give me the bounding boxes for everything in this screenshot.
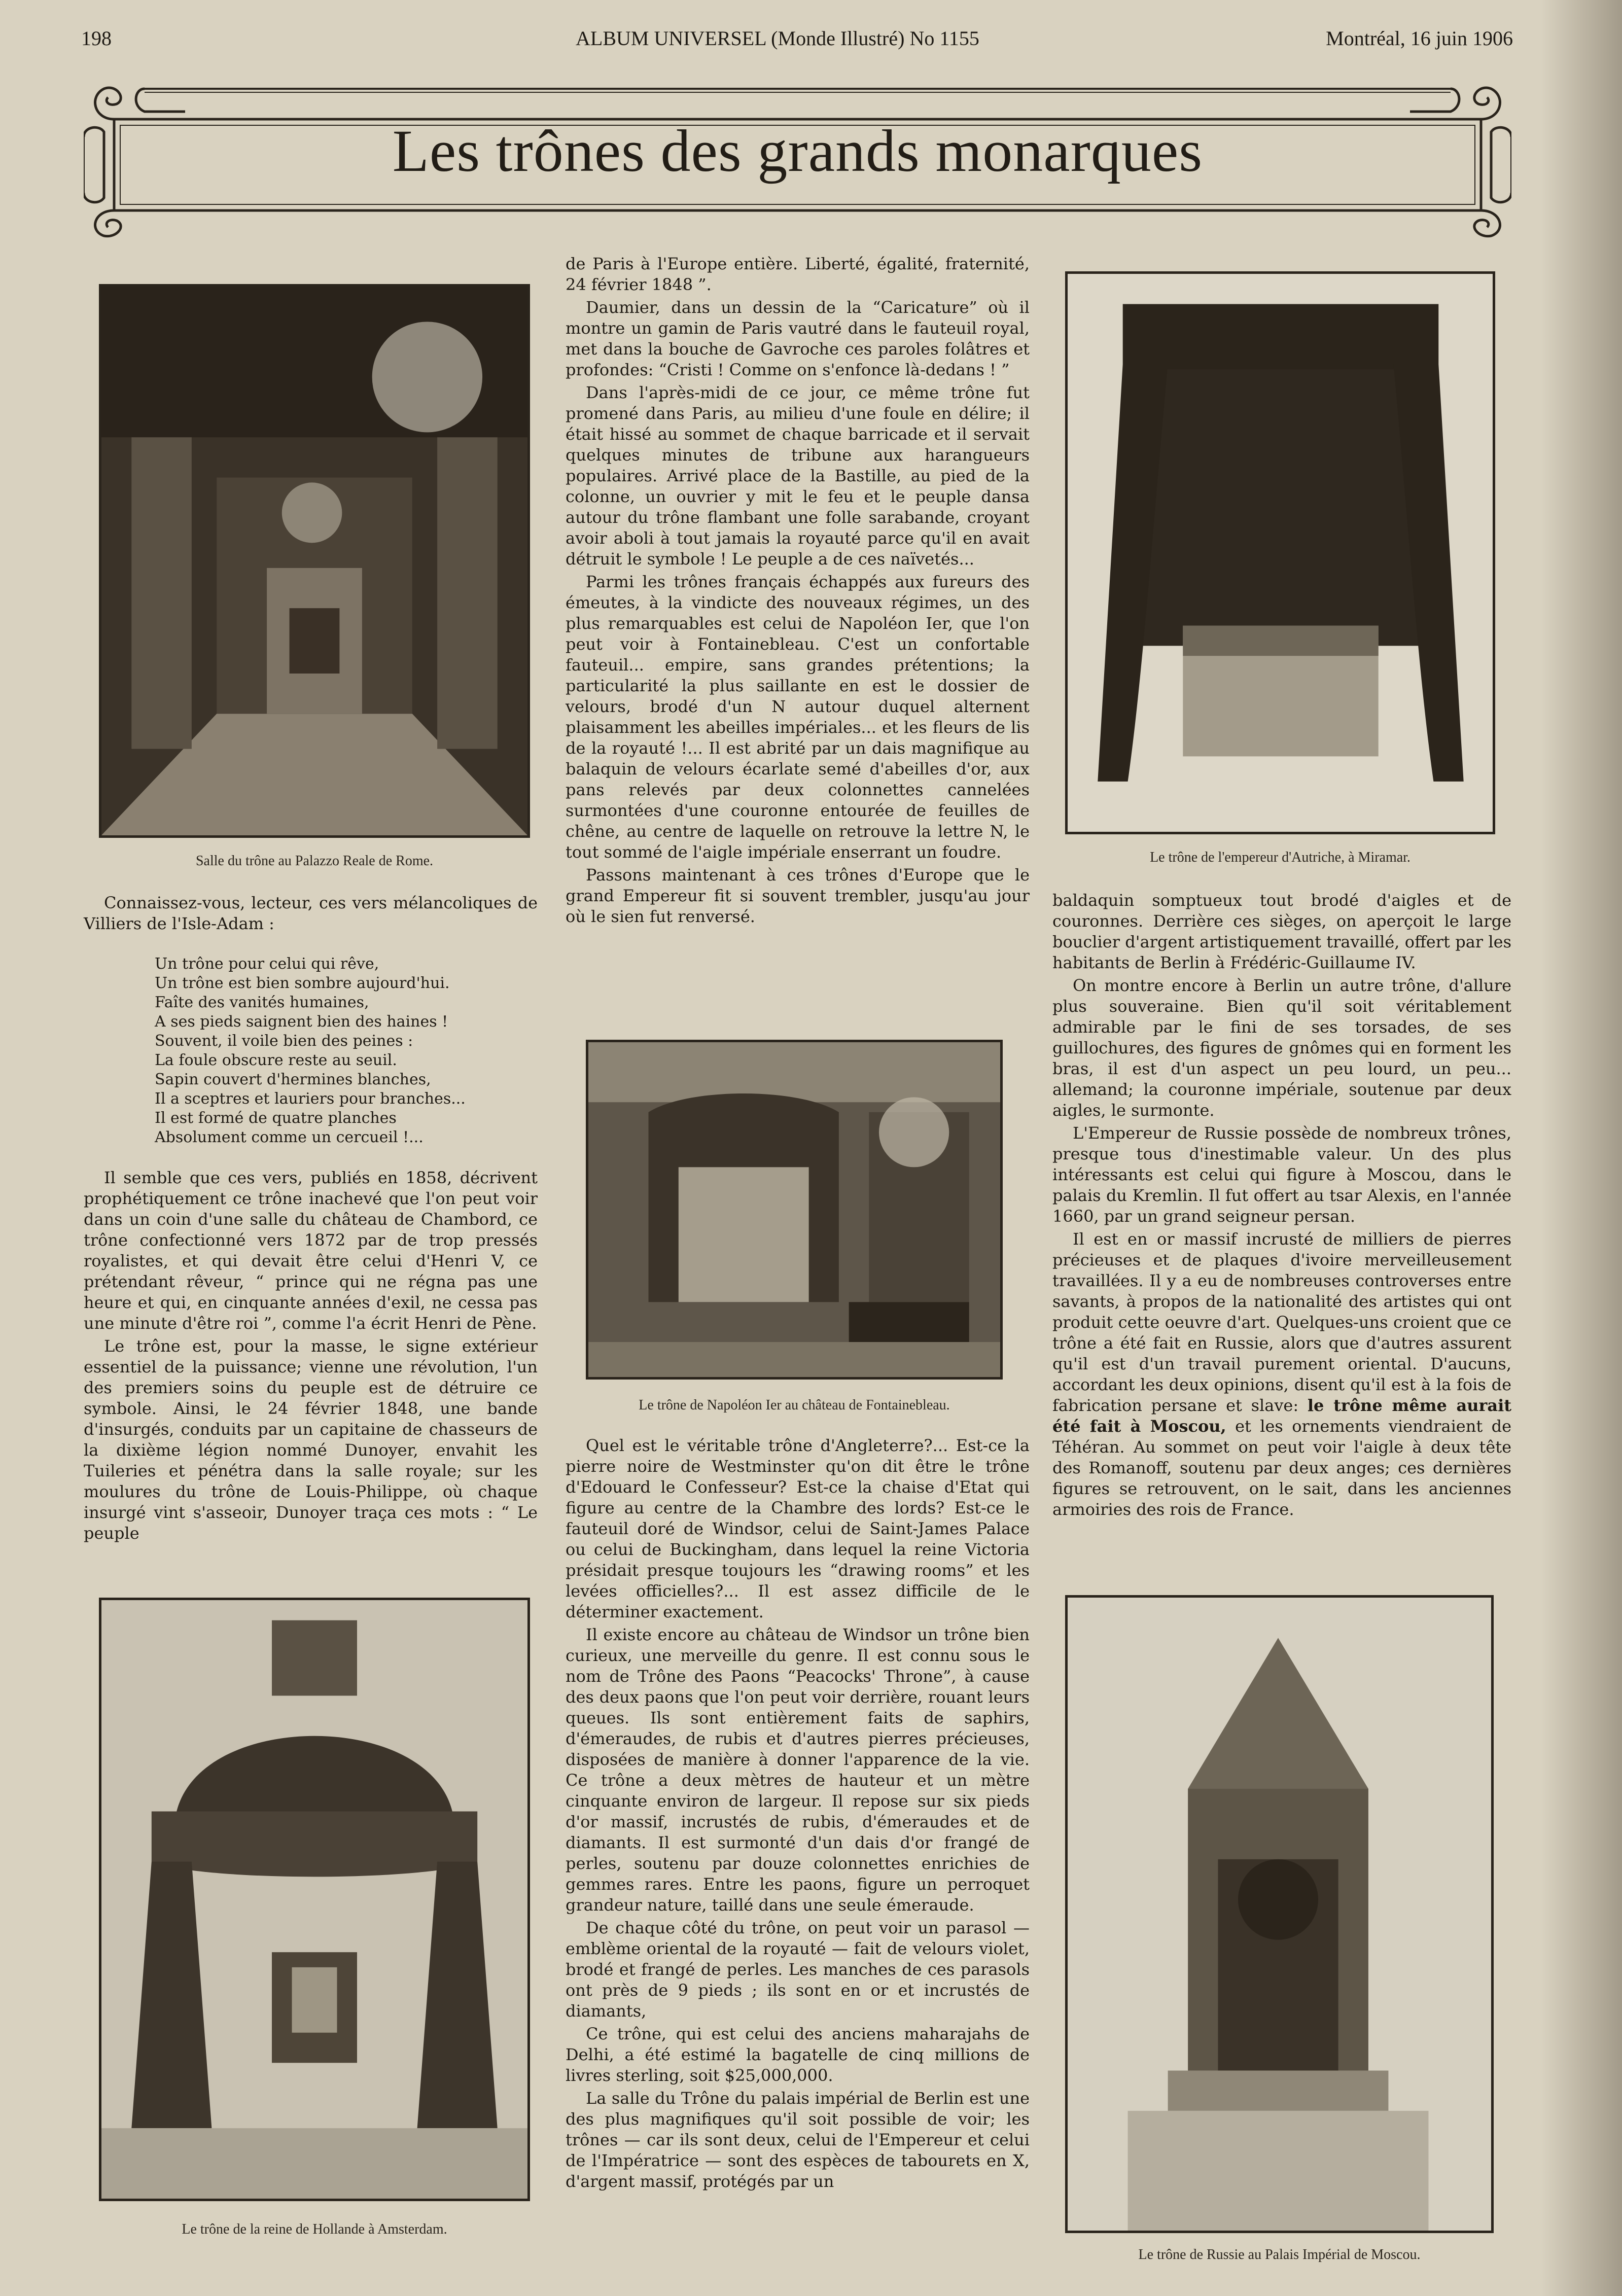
caption-fontainebleau: Le trône de Napoléon Ier au château de Fontainebleau.: [639, 1397, 950, 1413]
poem: [155, 955, 538, 1147]
text-segment: Il est en or massif incrusté de milliers de pierres précieuses et de plaques d'ivoire merveilleusement travaillées. Il y a eu de nombreuses controverses entre savants, à propos de la nationalité des artistes qui ont produit cette oeuvre d'art. Quelques-uns croient que ce trône a été fait en Russie, alors que d'autres assurent qu'il est d'un travail purement oriental. D'aucuns, accordant les deux opinions, disent qu'il est à la fois de fabrication persane et slave:: [1052, 1229, 1511, 1415]
paragraph: Quel est le véritable trône d'Angleterre?... Est-ce la pierre noire de Westminster qu'on dit être le trône d'Edouard le Confesseur? Est-ce la chaise d'Etat qui figure au centre de la Chambre des lords? Est-ce le fauteuil doré de Windsor, celui de Saint-James Palace ou celui de Buckingham, dans lequel la reine Victoria présidait presque toujours les “drawing rooms” et les levées officielles?... Il est assez difficile de le déterminer exactement.: [566, 1436, 1030, 1621]
paragraph: De chaque côté du trône, on peut voir un parasol — emblème oriental de la royauté — fait de velours violet, brodé et frangé de perles. Les manches de ces parasols ont près de 9 pieds ; ils sont en or et incrustés de diamants,: [566, 1918, 1030, 2021]
column-3: [1052, 890, 1511, 1522]
poem-line: Un trône pour celui qui rêve,: [155, 955, 379, 973]
article-title: Les trônes des grands monarques: [392, 118, 1203, 184]
caption-moscou: Le trône de Russie au Palais Impérial de Moscou.: [1138, 2247, 1421, 2263]
poem-line: Il a sceptres et lauriers pour branches...: [155, 1090, 466, 1108]
paragraph: L'Empereur de Russie possède de nombreux trônes, presque tous d'inestimable valeur. Un des plus intéressants est celui qui figure à Moscou, dans le palais du Kremlin. Il fut offert au tsar Alexis, en l'année 1660, par un grand seigneur persan.: [1052, 1123, 1511, 1226]
paragraph: Le trône est, pour la masse, le signe extérieur essentiel de la puissance; vienne une révolution, l'un des premiers soins du peuple est de détruire ce symbole. Ainsi, le 24 février 1848, une bande d'insurgés, conduits par un capitaine de chasseurs de la dixième légion nommé Dunoyer, envahit les Tuileries et pénétra dans la salle royale; sur les moulures du trône de Louis-Philippe, où chaque insurgé vint s'asseoir, Dunoyer traça ces mots : “ Le peuple: [84, 1336, 538, 1543]
title-banner: [84, 76, 1511, 238]
paragraph: Connaissez-vous, lecteur, ces vers mélancoliques de Villiers de l'Isle-Adam :: [84, 893, 538, 933]
caption-rome: Salle du trône au Palazzo Reale de Rome.: [195, 853, 434, 869]
column-2-upper: [566, 254, 1030, 929]
paragraph: Ce trône, qui est celui des anciens maharajahs de Delhi, a été estimé la bagatelle de cinq millions de livres sterling, soit $25,000,000.: [566, 2024, 1030, 2085]
poem-line: Faîte des vanités humaines,: [155, 994, 369, 1011]
photo-amsterdam-throne: [99, 1598, 530, 2201]
canopy-throne-illustration: [101, 1600, 527, 2199]
napoleon-throne-illustration: [588, 1042, 1000, 1377]
photo-fontainebleau-throne: [586, 1040, 1003, 1380]
poem-line: Un trône est bien sombre aujourd'hui.: [155, 974, 450, 992]
publication-title: ALBUM UNIVERSEL (Monde Illustré) No 1155: [576, 27, 979, 50]
paragraph: Dans l'après-midi de ce jour, ce même trône fut promené dans Paris, au milieu d'une foule en délire; il était hissé au sommet de chaque barricade et il servait quelques minutes de tribune aux harangueurs populaires. Arrivé place de la Bastille, au pied de la colonne, un ouvrier y mit le feu et le peuple dansa autour du trône flambant une folle sarabande, croyant avoir aboli à tout jamais la royauté parce qu'il en avait détruit le symbole ! Le peuple a de ces naïvetés...: [566, 383, 1030, 569]
paragraph: [1052, 1229, 1511, 1520]
paragraph: de Paris à l'Europe entière. Liberté, égalité, fraternité, 24 février 1848 ”.: [566, 254, 1030, 294]
paragraph: Il semble que ces vers, publiés en 1858, décrivent prophétiquement ce trône inachevé que l'on peut voir dans un coin d'une salle du château de Chambord, ce trône confectionné vers 1872 par de trop pressés royalistes, et qui devait être celui d'Henri V, ce prétendant rêveur, “ prince qui ne régna pas une heure et qui, en cinquante années d'exil, ne cessa pas une minute d'être roi ”, comme l'a écrit Henri de Pène.: [84, 1168, 538, 1333]
throne-room-illustration: [101, 287, 527, 835]
text-segment: et les ornements viendraient de Téhéran. Au sommet on peut voir l'aigle à deux tête des Romanoff, soutenu par deux anges; ces dernières figures se retrouvent, on le sait, dans les anciennes armoiries des rois de France.: [1052, 1417, 1512, 1519]
caption-miramar: Le trône de l'empereur d'Autriche, à Miramar.: [1150, 850, 1411, 865]
caption-amsterdam: Le trône de la reine de Hollande à Amsterdam.: [182, 2221, 447, 2237]
photo-miramar-throne: [1065, 271, 1495, 834]
paragraph: Passons maintenant à ces trônes d'Europe que le grand Empereur fit si souvent trembler, jusqu'au jour où le sien fut renversé.: [566, 865, 1030, 926]
column-2-lower: [566, 1435, 1030, 2194]
photo-rome-throne-room: [99, 284, 530, 838]
paragraph: baldaquin somptueux tout brodé d'aigles et de couronnes. Derrière ces sièges, on aperçoit le large bouclier d'argent artistiquement travaillé, offert par les habitants de Berlin à Frédéric-Guillaume IV.: [1052, 891, 1511, 972]
poem-line: Sapin couvert d'hermines blanches,: [155, 1071, 431, 1088]
poem-line: Absolument comme un cercueil !...: [155, 1128, 424, 1146]
bold-segment: le trône même aurait été fait à Moscou,: [1052, 1396, 1512, 1436]
photo-moscou-throne: [1065, 1595, 1494, 2233]
paragraph: On montre encore à Berlin un autre trône, d'allure plus souveraine. Bien qu'il soit véritablement admirable par le fini de ses torsades, de ses guillochures, des figures de gnômes qui en forment les bras, il est d'un aspect un peu lourd, un peu... allemand; la couronne impériale, soutenue par deux aigles, le surmonte.: [1052, 976, 1511, 1120]
poem-line: A ses pieds saignent bien des haines !: [155, 1013, 448, 1031]
russian-throne-illustration: [1068, 1598, 1491, 2231]
column-1-upper: [84, 893, 538, 1546]
poem-line: La foule obscure reste au seuil.: [155, 1051, 397, 1069]
poem-line: Souvent, il voile bien des peines :: [155, 1032, 413, 1050]
running-header: [81, 26, 1513, 57]
issue-date: Montréal, 16 juin 1906: [1326, 27, 1513, 50]
paragraph: Daumier, dans un dessin de la “Caricature” où il montre un gamin de Paris vautré dans le fauteuil royal, met dans la bouche de Gavroche ces paroles folâtres et profondes: “Cristi ! Comme on s'enfonce là-dedans ! ”: [566, 298, 1030, 379]
poem-line: Il est formé de quatre planches: [155, 1109, 397, 1127]
paragraph: La salle du Trône du palais impérial de Berlin est une des plus magnifiques qu'il soit possible de voir; les trônes — car ils sont deux, celui de l'Empereur et celui de l'Impératrice — sont des espèces de tabourets en X, d'argent massif, protégés par un: [566, 2089, 1030, 2191]
page-edge-shadow: [1541, 0, 1622, 2296]
paragraph: Il existe encore au château de Windsor un trône bien curieux, une merveille du genre. Il est connu sous le nom de Trône des Paons “Peacocks' Throne”, à cause des deux paons que l'on peut voir derrière, rouant leurs queues. Ils sont entièrement faits de saphirs, d'émeraudes, de rubis et d'autres pierres précieuses, disposées de manière à donner l'apparence de la vie. Ce trône a deux mètres de hauteur et un mètre cinquante environ de largeur. Il repose sur six pieds d'or massif, incrustés de rubis, d'émeraudes et de diamants. Il est surmonté d'un dais d'or frangé de perles, soutenu par douze colonnettes enrichies de gemmes rares. Entre les paons, figure un perroquet grandeur nature, taillé dans une seule émeraude.: [566, 1625, 1030, 1915]
curtained-throne-illustration: [1068, 274, 1493, 832]
page-number: 198: [81, 27, 112, 50]
paragraph: Parmi les trônes français échappés aux fureurs des émeutes, à la vindicte des nouveaux régimes, un des plus remarquables est celui de Napoléon Ier, que l'on peut voir à Fontainebleau. C'est un confortable fauteuil... empire, sans grandes prétentions; la particularité la plus saillante en est le dossier de velours, brodé d'un N autour duquel alternent plaisamment les abeilles impériales... et les fleurs de lis de la royauté !... Il est abrité par un dais magnifique au balaquin de velours écarlate semé d'abeilles d'or, aux pans relevés par deux colonnettes cannelées surmontées d'une couronne entourée de feuilles de chêne, au centre de laquelle on retrouve la lettre N, le tout sommé de l'aigle impériale enserrant un foudre.: [566, 572, 1030, 862]
